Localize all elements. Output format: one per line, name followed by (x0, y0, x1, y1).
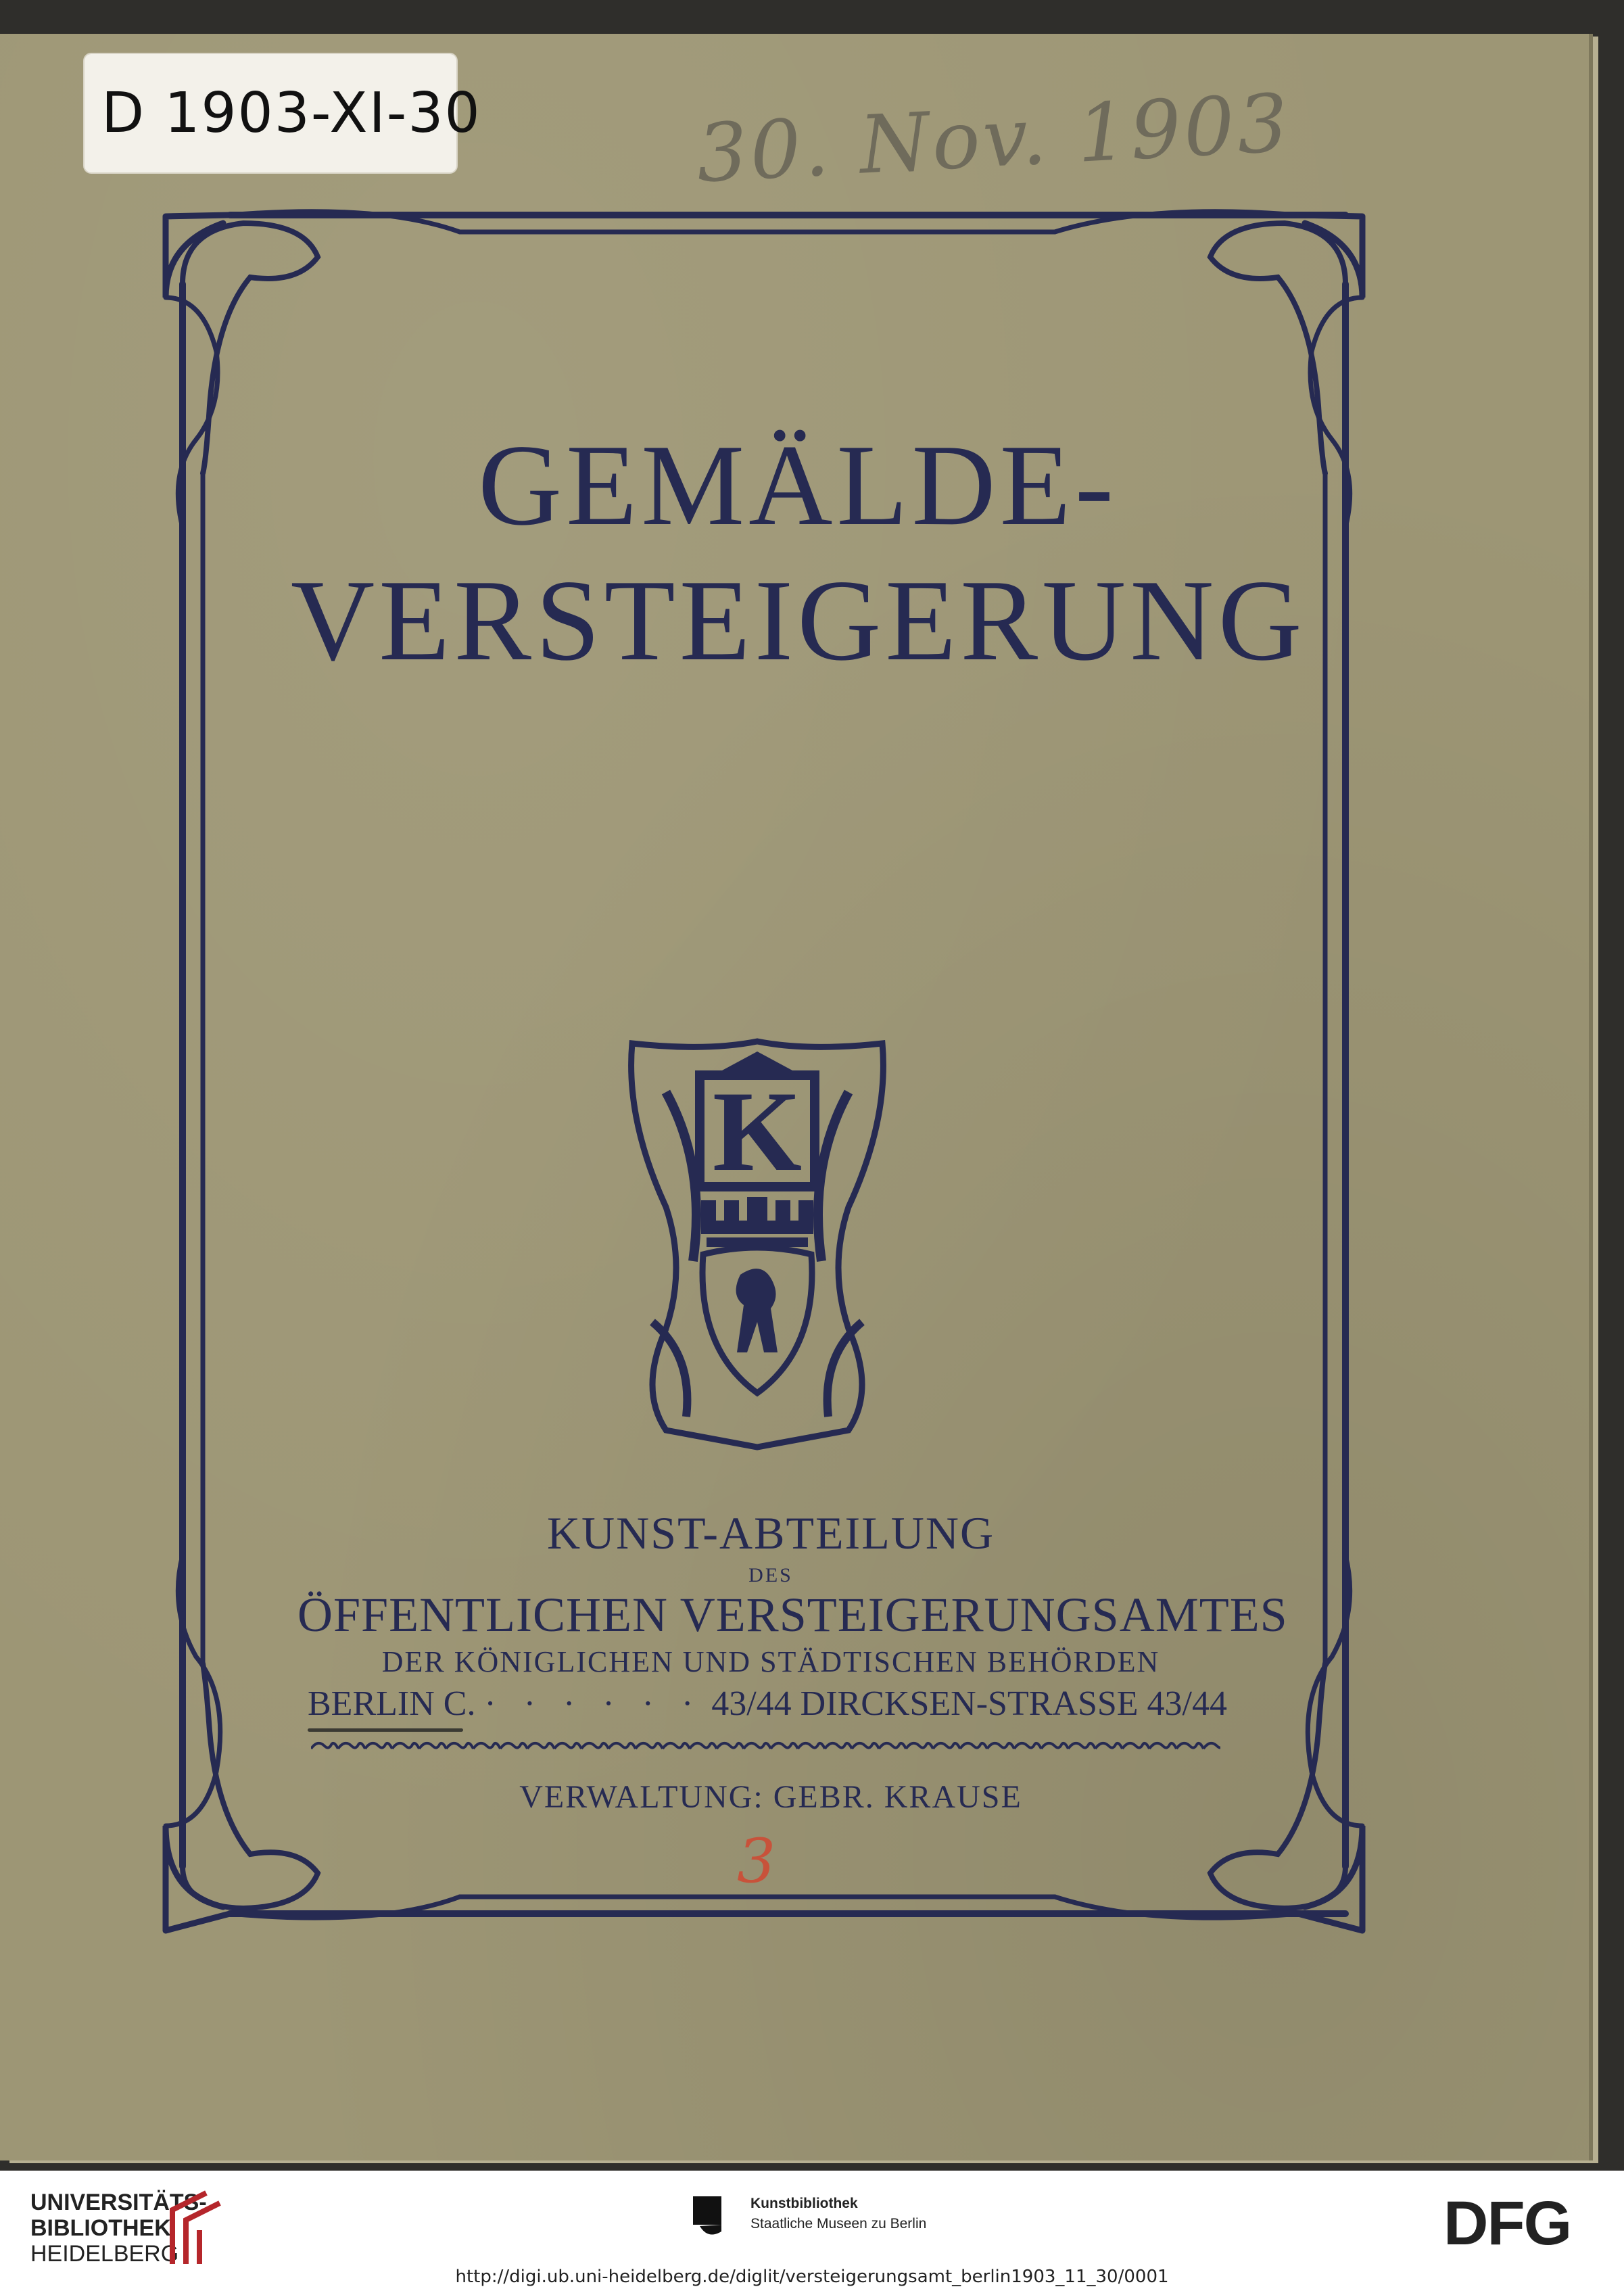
address-street: 43/44 DIRCKSEN-STRASSE 43/44 (711, 1684, 1227, 1723)
red-pencil-mark: 3 (737, 1826, 776, 1897)
crest-letter: K (712, 1068, 803, 1195)
kunstbibliothek-label: Kunstbibliothek Staatliche Museen zu Berlin (750, 2196, 927, 2231)
address-city: BERLIN C. (308, 1684, 476, 1723)
call-number: D 1903-XI-30 (101, 81, 481, 145)
management-line: VERWALTUNG: GEBR. KRAUSE (519, 1779, 1022, 1815)
title-line-1: GEMÄLDE- (477, 421, 1118, 550)
pencil-underline (308, 1728, 463, 1732)
imprint-authorities: DER KÖNIGLICHEN UND STÄDTISCHEN BEHÖRDEN (381, 1645, 1160, 1678)
dfg-logo: DFG (1443, 2189, 1571, 2258)
title-line-2: VERSTEIGERUNG (291, 557, 1306, 685)
imprint-office: ÖFFENTLICHEN VERSTEIGERUNGSAMTES (297, 1588, 1288, 1642)
crest-emblem (625, 1038, 889, 1450)
imprint-department: KUNST-ABTEILUNG (546, 1507, 995, 1559)
imprint-des: DES (748, 1564, 793, 1586)
university-logo-icon (166, 2190, 226, 2271)
university-library-name: UNIVERSITÄTS- BIBLIOTHEK HEIDELBERG (30, 2190, 207, 2267)
kunstbibliothek-logo-icon (693, 2196, 734, 2240)
handwritten-date: 30. Nov. 1903 (694, 76, 1293, 201)
address-line (308, 1684, 1227, 1724)
wave-border-rule (311, 1738, 1220, 1754)
source-url[interactable]: http://digi.ub.uni-heidelberg.de/diglit/versteigerungsamt_berlin1903_11_30/0001 (455, 2267, 1169, 2287)
address-leader-dots: · · · · · · (484, 1684, 703, 1723)
